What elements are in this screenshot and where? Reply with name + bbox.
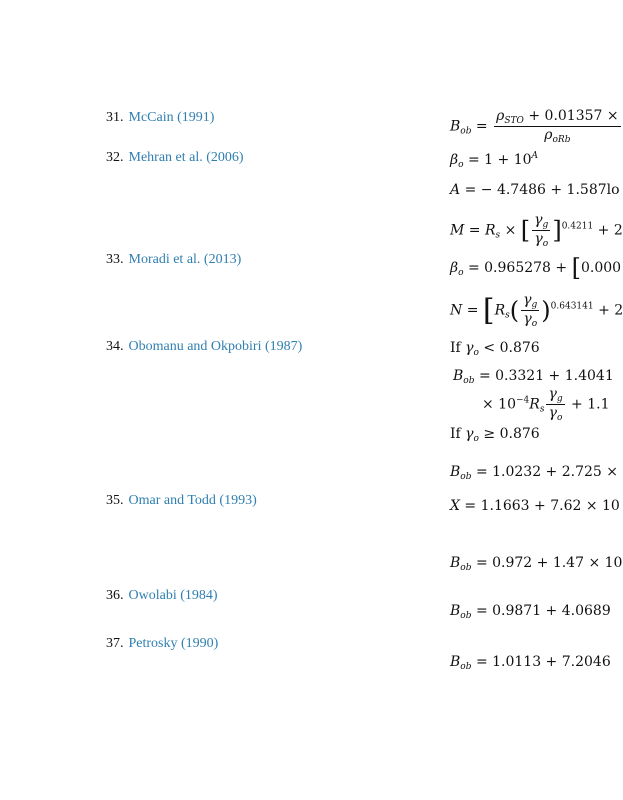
entry-33: [106, 252, 241, 268]
equation-text: = 0.9871 + 4.0689: [475, 603, 611, 619]
equation-mehran-beta: $\beta_o = 1 + 10^A$: [450, 151, 539, 170]
equation-omar-X: X = 1.1663 + 7.62 × 10: [450, 498, 620, 514]
entry-32: [106, 150, 244, 166]
equation-text: + 0.01357 ×: [528, 108, 619, 124]
equation-text: = 0.3321 + 1.4041: [478, 368, 614, 384]
equation-obomanu-2: $B_{ob} = 1.0232 + 2.725$ ×: [450, 464, 618, 482]
equation-mehran-M: $M = R_s$ × [ $\frac{\gamma_g}{\gamma_o}$ ]$^{0.4211}$ + 2: [450, 212, 623, 249]
equation-exponent: 0.643141: [550, 301, 594, 312]
entry-number: 36.: [106, 588, 124, 603]
equation-owolabi: $B_{ob} = 0.9871 + 4.0689$: [450, 603, 611, 621]
equation-text: + 2: [597, 222, 623, 239]
equation-obomanu-if2: If $\gamma_o \ge 0.876$: [450, 426, 540, 444]
equation-moradi-beta: $\beta_o = 0.965278 + [0.000$: [450, 254, 622, 282]
reference-link[interactable]: Mehran et al. (2006): [128, 150, 244, 165]
entry-number: 32.: [106, 150, 124, 165]
reference-link[interactable]: Omar and Todd (1993): [128, 493, 257, 508]
entry-number: 33.: [106, 252, 124, 267]
equation-petrosky: $B_{ob} = 1.0113 + 7.2046$: [450, 654, 611, 672]
equation-text: = 0.972 + 1.47 × 10: [475, 555, 623, 571]
equation-exponent: −4: [516, 395, 530, 406]
reference-link[interactable]: Moradi et al. (2013): [128, 252, 242, 267]
entry-35: [106, 493, 257, 509]
equation-obomanu-1: $B_{ob} = 0.3321 + 1.4041$: [453, 368, 614, 386]
equation-moradi-N: $N = [R_s$( $\frac{\gamma_g}{\gamma_o}$ )$^{0.643141}$ + 2: [450, 292, 623, 329]
equation-text: 0.000: [580, 260, 622, 276]
entry-number: 34.: [106, 339, 124, 354]
equation-text: ≥ 0.876: [483, 426, 540, 442]
equation-text: + 1.1: [571, 396, 610, 413]
equation-mehran-A: A = − 4.7486 + 1.587lo: [450, 182, 620, 198]
equation-text: = 1.0232 + 2.725 ×: [475, 464, 618, 480]
equation-obomanu-1-cont: × $10^{-4}R_s$ $\frac{\gamma_g}{\gamma_o}$ + 1.1: [482, 386, 610, 423]
equation-text: = − 4.7486 + 1.587lo: [464, 182, 620, 198]
equation-text: × 10: [482, 396, 516, 413]
equation-exponent: 0.4211: [561, 221, 594, 232]
equation-text: = 1.0113 + 7.2046: [475, 654, 611, 670]
equation-text: + 2: [598, 302, 623, 319]
equation-mccain: $B_{ob}$ = $\frac{\rho_{STO} + 0.01357 \times}{\rho_{oRb}}$: [450, 108, 619, 145]
entry-36: [106, 588, 218, 604]
reference-link[interactable]: Owolabi (1984): [128, 588, 218, 603]
entry-number: 37.: [106, 636, 124, 651]
entry-number: 35.: [106, 493, 124, 508]
equation-text: = 0.965278 +: [467, 260, 568, 276]
equation-text: < 0.876: [483, 340, 540, 356]
entry-34: [106, 339, 302, 355]
equation-text: = 1.1663 + 7.62 × 10: [464, 498, 620, 514]
reference-link[interactable]: McCain (1991): [128, 110, 215, 125]
entry-31: [106, 110, 214, 126]
reference-link[interactable]: Petrosky (1990): [128, 636, 219, 651]
equation-obomanu-if1: If $\gamma_o < 0.876$: [450, 340, 540, 358]
reference-link[interactable]: Obomanu and Okpobiri (1987): [128, 339, 303, 354]
equation-text: = 1 + 10: [467, 152, 532, 168]
entry-number: 31.: [106, 110, 124, 125]
entry-37: [106, 636, 218, 652]
equation-omar-B: $B_{ob} = 0.972 + 1.47 \times 10$: [450, 555, 623, 573]
